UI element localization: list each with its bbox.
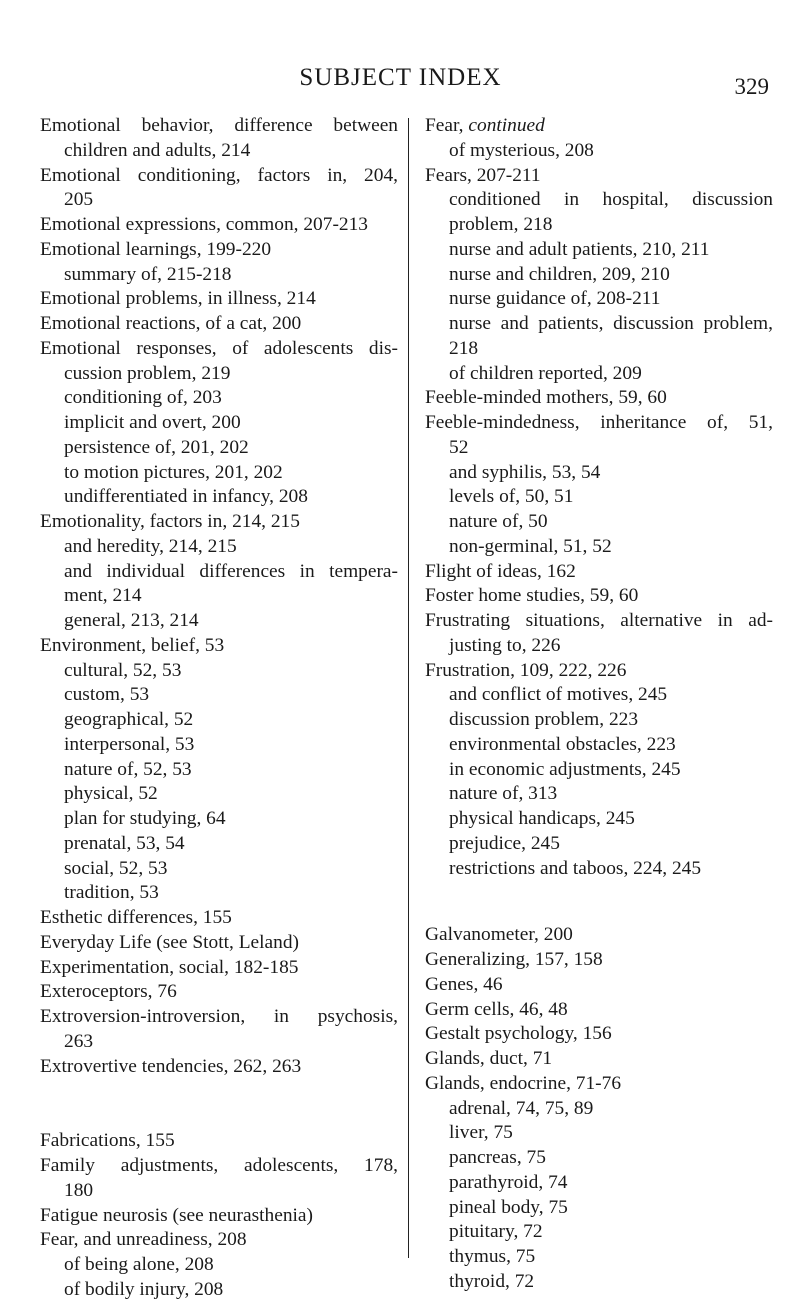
index-column-right (425, 114, 773, 1295)
index-subentry: persistence of, 201, 202 (64, 436, 249, 458)
index-subentry: nurse and patients, discussion problem, (449, 313, 773, 334)
index-subentry: adrenal, 74, 75, 89 (449, 1097, 594, 1119)
index-entry: Emotional expressions, common, 207-213 (40, 214, 368, 235)
index-subentry: and conflict of motives, 245 (449, 684, 668, 706)
index-subentry: summary of, 215-218 (64, 263, 232, 285)
index-subentry: environmental obstacles, 223 (449, 733, 676, 755)
index-entry: Everyday Life (see Stott, Leland) (40, 931, 299, 953)
index-subentry: 263 (64, 1030, 94, 1052)
index-entry: Germ cells, 46, 48 (425, 998, 568, 1020)
index-entry: Fabrications, 155 (40, 1130, 175, 1152)
index-entry: Fear, and unreadiness, 208 (40, 1229, 247, 1251)
index-subentry: 218 (449, 337, 479, 359)
index-entry: Esthetic differences, 155 (40, 907, 232, 928)
index-subentry: and heredity, 214, 215 (64, 535, 237, 557)
index-entry (425, 114, 773, 139)
entry-head: Fear, (425, 115, 464, 136)
index-subentry: pituitary, 72 (449, 1221, 543, 1243)
index-column-left (40, 114, 398, 1303)
index-subentry: physical handicaps, 245 (449, 808, 635, 829)
index-subentry: tradition, 53 (64, 882, 159, 904)
index-entry: Glands, duct, 71 (425, 1048, 553, 1069)
index-subentry: nurse and children, 209, 210 (449, 263, 670, 285)
index-entry: Feeble-minded mothers, 59, 60 (425, 387, 667, 409)
index-entry: Emotional problems, in illness, 214 (40, 288, 316, 310)
index-entry: Feeble-mindedness, inheritance of, 51, (425, 412, 773, 433)
index-subentry: parathyroid, 74 (449, 1171, 568, 1193)
index-entry: Fears, 207-211 (425, 164, 541, 186)
index-subentry: ment, 214 (64, 585, 142, 607)
index-entry: Frustration, 109, 222, 226 (425, 659, 627, 681)
column-divider (408, 118, 409, 1258)
index-entry: Exteroceptors, 76 (40, 981, 177, 1003)
index-entry: Foster home studies, 59, 60 (425, 585, 639, 607)
index-subentry: levels of, 50, 51 (449, 486, 574, 508)
index-subentry: liver, 75 (449, 1122, 513, 1144)
index-subentry: nature of, 52, 53 (64, 758, 192, 780)
index-subentry: plan for studying, 64 (64, 808, 226, 829)
index-subentry: implicit and overt, 200 (64, 412, 241, 433)
index-subentry: nurse and adult patients, 210, 211 (449, 238, 710, 260)
index-entry: Galvanometer, 200 (425, 924, 573, 946)
index-subentry: children and adults, 214 (64, 139, 251, 161)
index-subentry: thymus, 75 (449, 1246, 536, 1267)
index-subentry: non-germinal, 51, 52 (449, 535, 612, 557)
index-entry: Extroversion-introversion, in psychosis, (40, 1006, 398, 1027)
index-entry: Genes, 46 (425, 973, 503, 995)
index-subentry: undifferentiated in infancy, 208 (64, 486, 308, 508)
index-entry: Emotionality, factors in, 214, 215 (40, 511, 300, 532)
index-subentry: and syphilis, 53, 54 (449, 461, 601, 483)
letter-group-gap (40, 1079, 398, 1129)
index-subentry: of being alone, 208 (64, 1254, 214, 1275)
index-subentry: geographical, 52 (64, 709, 194, 730)
index-subentry: nature of, 50 (449, 511, 548, 532)
index-entry: Extrovertive tendencies, 262, 263 (40, 1055, 302, 1077)
index-subentry: to motion pictures, 201, 202 (64, 461, 283, 483)
index-entry: Generalizing, 157, 158 (425, 949, 603, 970)
index-subentry: in economic adjustments, 245 (449, 758, 681, 780)
index-subentry: discussion problem, 223 (449, 709, 639, 730)
index-subentry: justing to, 226 (449, 634, 561, 656)
index-entry: Gestalt psychology, 156 (425, 1023, 612, 1045)
index-subentry: interpersonal, 53 (64, 733, 195, 755)
index-entry: Experimentation, social, 182-185 (40, 956, 299, 978)
index-subentry: of mysterious, 208 (449, 139, 594, 161)
index-subentry: conditioning of, 203 (64, 387, 222, 409)
index-entry: Emotional behavior, difference between (40, 115, 398, 136)
index-entry: Environment, belief, 53 (40, 634, 225, 656)
index-subentry: restrictions and taboos, 224, 245 (449, 857, 702, 879)
index-entry: Emotional conditioning, factors in, 204, (40, 164, 398, 186)
index-subentry: conditioned in hospital, discussion (449, 189, 773, 211)
page-number: 329 (734, 74, 769, 99)
index-entry: Flight of ideas, 162 (425, 560, 576, 582)
index-subentry: cussion problem, 219 (64, 362, 231, 384)
index-subentry: of children reported, 209 (449, 362, 642, 384)
index-subentry: nurse guidance of, 208-211 (449, 288, 661, 310)
index-subentry: pancreas, 75 (449, 1147, 546, 1168)
index-entry: Emotional learnings, 199-220 (40, 238, 272, 260)
continued-label: continued (468, 115, 545, 136)
index-entry: Family adjustments, adolescents, 178, (40, 1155, 398, 1176)
index-subentry: general, 213, 214 (64, 610, 199, 631)
index-subentry: pineal body, 75 (449, 1196, 568, 1218)
index-entry: Frustrating situations, alternative in ad- (425, 610, 773, 631)
index-subentry: problem, 218 (449, 214, 553, 235)
index-subentry: thyroid, 72 (449, 1270, 535, 1292)
index-subentry: 52 (449, 436, 469, 458)
index-subentry: of bodily injury, 208 (64, 1278, 224, 1300)
index-subentry: physical, 52 (64, 783, 158, 805)
index-entry: Glands, endocrine, 71-76 (425, 1072, 622, 1094)
index-entry: Emotional responses, of adolescents dis- (40, 337, 398, 359)
index-subentry: prejudice, 245 (449, 832, 560, 854)
page-header (0, 64, 801, 104)
index-entry: Emotional reactions, of a cat, 200 (40, 313, 302, 334)
letter-group-gap (425, 881, 773, 923)
index-subentry: nature of, 313 (449, 783, 558, 805)
index-subentry: cultural, 52, 53 (64, 659, 182, 681)
index-subentry: prenatal, 53, 54 (64, 832, 185, 854)
index-subentry: custom, 53 (64, 684, 150, 706)
index-subentry: and individual differences in tempera- (64, 560, 398, 582)
index-entry: Fatigue neurosis (see neurasthenia) (40, 1204, 313, 1226)
running-title: SUBJECT INDEX (299, 64, 502, 91)
index-subentry: 205 (64, 189, 94, 211)
index-subentry: 180 (64, 1179, 94, 1201)
index-subentry: social, 52, 53 (64, 857, 168, 879)
